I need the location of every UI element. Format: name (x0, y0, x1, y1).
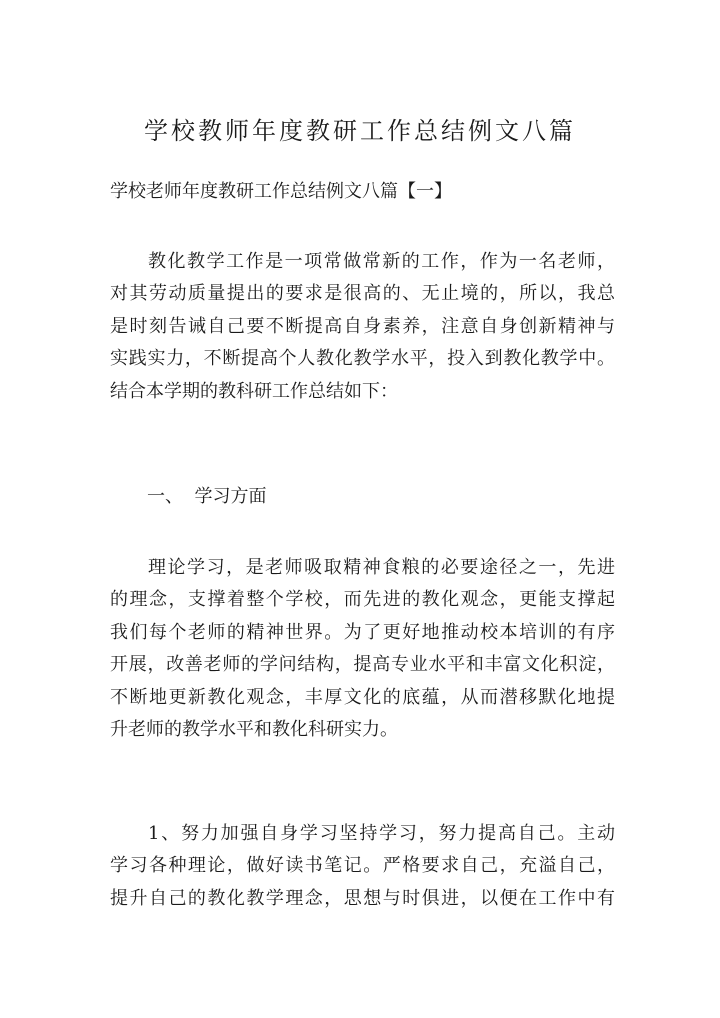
paragraph-line: 教化教学工作是一项常做常新的工作，作为一名老师， (148, 251, 615, 272)
document-title: 学校教师年度教研工作总结例文八篇 (144, 117, 576, 145)
paragraph-study-item-1 (110, 818, 615, 915)
paragraph-line: 1、努力加强自身学习坚持学习，努力提高自己。主动 (148, 823, 615, 844)
paragraph-line: 结合本学期的教科研工作总结如下： (110, 380, 398, 402)
document-subtitle: 学校老师年度教研工作总结例文八篇【一】 (110, 181, 452, 202)
paragraph-theory (110, 552, 615, 746)
paragraph-line: 实践实力，不断提高个人教化教学水平，投入到教化教学中。 (110, 348, 615, 370)
paragraph-line: 是时刻告诫自己要不断提高自身素养，注意自身创新精神与 (110, 315, 615, 337)
paragraph-line: 对其劳动质量提出的要求是很高的、无止境的，所以，我总 (110, 283, 615, 305)
paragraph-intro (110, 246, 615, 408)
paragraph-line: 的理念，支撑着整个学校，而先进的教化观念，更能支撑起 (110, 589, 615, 611)
paragraph-line: 提升自己的教化教学理念，思想与时俱进，以便在工作中有 (110, 887, 615, 909)
paragraph-line: 开展，改善老师的学问结构，提高专业水平和丰富文化积淀， (110, 654, 615, 676)
paragraph-line: 理论学习，是老师吸取精神食粮的必要途径之一，先进 (148, 557, 615, 578)
paragraph-line: 升老师的教学水平和教化科研实力。 (110, 719, 398, 741)
paragraph-line: 学习各种理论，做好读书笔记。严格要求自己，充溢自己， (110, 855, 615, 877)
section-heading: 一、 学习方面 (147, 486, 267, 507)
paragraph-line: 不断地更新教化观念，丰厚文化的底蕴，从而潜移默化地提 (110, 686, 615, 708)
paragraph-line: 我们每个老师的精神世界。为了更好地推动校本培训的有序 (110, 621, 615, 643)
